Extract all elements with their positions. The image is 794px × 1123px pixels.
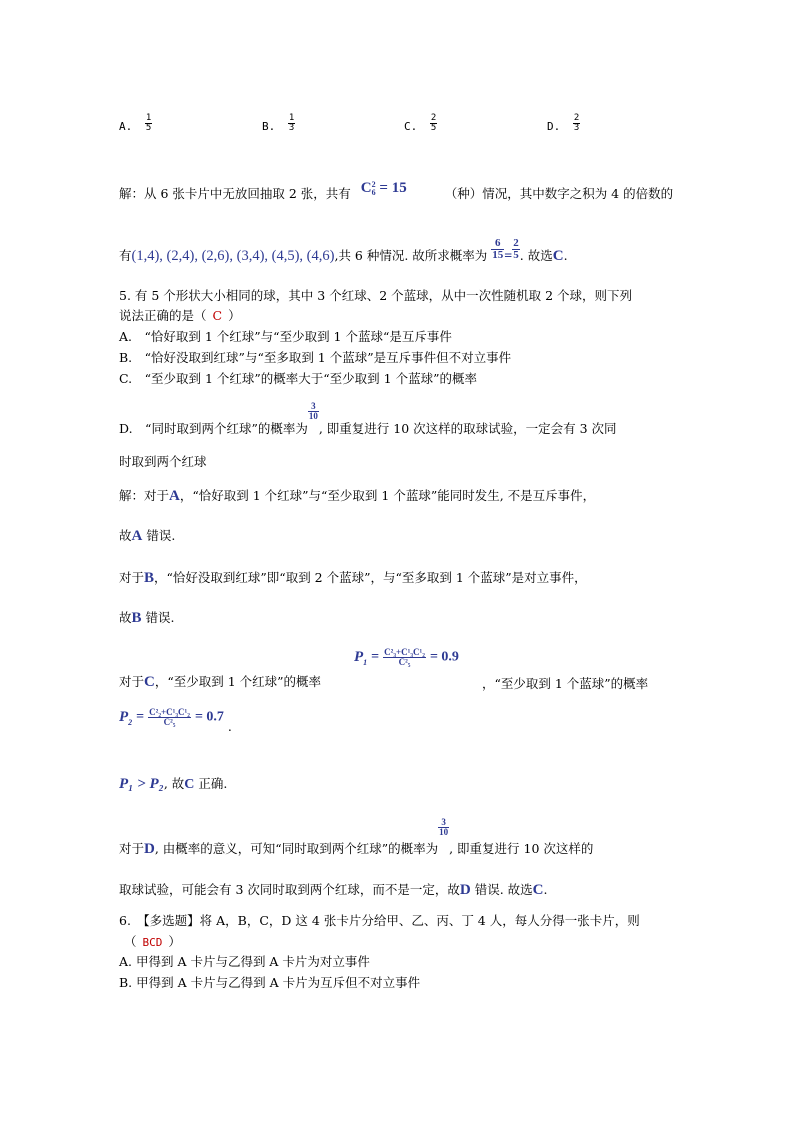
frac-num: C²₃+C¹₃C¹₂ — [384, 647, 425, 657]
solution-text: ，“恰好取到 1 个红球”与“至少取到 1 个蓝球”能同时发生, 不是互斥事件， — [179, 488, 596, 503]
option-c — [404, 114, 437, 133]
option-b — [262, 114, 295, 133]
formula-sup: 2 — [371, 180, 376, 190]
solution-text: , 故 — [163, 776, 185, 791]
option-letter: D — [144, 841, 155, 857]
solution-text: . 故选 — [519, 248, 553, 263]
option-label: B. — [262, 120, 276, 133]
option-text: D. “同时取到两个红球”的概率为 — [119, 421, 308, 436]
formula-eq: = 15 — [379, 180, 407, 196]
fraction — [148, 708, 191, 727]
solution-text: 取球试验，可能会有 3 次同时取到两个红球，而不是一定，故 — [119, 882, 460, 897]
option-label: C. — [404, 120, 418, 133]
probability-p2-formula: $P_2$ = $\frac{\text{C²₂+C¹₃C¹₂}}{\text{C²₅}}$ = 0.7. — [119, 707, 232, 734]
p-sub: 1 — [363, 657, 368, 667]
solution-text: , 即重复进行 10 次这样的 — [449, 841, 594, 856]
solution-text: 有 — [119, 248, 132, 263]
option-label: D. — [547, 120, 561, 133]
fraction: $\frac{2}{3}$ — [573, 113, 580, 133]
solution-text: 错误. — [142, 528, 176, 543]
option-letter: A — [131, 528, 143, 544]
fraction: $\frac{2}{5}$ — [430, 113, 437, 133]
p-sub: 2 — [128, 717, 133, 727]
fraction: $\frac{1}{5}$ — [145, 113, 152, 133]
formula-sub: 6 — [371, 187, 376, 197]
solution-text: 故 — [119, 610, 132, 625]
solution-text: 错误. 故选 — [470, 882, 533, 897]
question-text: （ — [124, 934, 137, 949]
q5-solution-b — [119, 568, 587, 587]
fraction — [438, 818, 449, 837]
solution-text: . — [543, 882, 548, 897]
option-letter: C — [184, 777, 195, 792]
option-label: A. — [119, 120, 133, 133]
frac-num: 6 — [495, 237, 501, 249]
answer-letter: C — [532, 882, 544, 898]
frac-den: C²₅ — [383, 657, 426, 667]
p2-symbol — [119, 709, 132, 725]
option-d — [547, 114, 580, 133]
p1-value: = 0.9 — [429, 649, 459, 665]
fraction — [308, 402, 319, 421]
fraction: $\frac{1}{3}$ — [288, 113, 295, 133]
q5-solution-d-2 — [119, 880, 548, 899]
option-a — [119, 114, 152, 133]
solution-text: , 由概率的意义，可知“同时取到两个红球”的概率为 — [154, 841, 439, 856]
q5-option-d — [119, 402, 617, 437]
q5-solution-b-2 — [119, 608, 174, 627]
solution-text: . — [227, 719, 232, 734]
question-text: 说法正确的是（ — [119, 308, 207, 323]
p-letter: P — [354, 648, 364, 665]
option-letter: C — [144, 674, 155, 690]
solution-text: 对于 — [119, 674, 145, 689]
answer-letter: C — [552, 248, 564, 264]
q5-option-c: C. “至少取到 1 个红球”的概率大于“至少取到 1 个蓝球”的概率 — [119, 371, 477, 386]
solution-text: 解：对于 — [119, 488, 170, 503]
frac-den: 15 — [492, 249, 504, 261]
answer-letter: C — [212, 308, 223, 323]
q6-option-a: A. 甲得到 A 卡片与乙得到 A 卡片为对立事件 — [119, 954, 370, 969]
combination-formula — [361, 180, 407, 196]
solution-text: ，“恰好没取到红球”即“取到 2 个蓝球”，与“至多取到 1 个蓝球”是对立事件， — [154, 570, 587, 585]
solution-text: ,共 6 种情况. 故所求概率为 — [334, 248, 488, 263]
frac-den: 10 — [308, 411, 318, 421]
solution-text: 解：从 6 张卡片中无放回抽取 2 张，共有 — [119, 186, 351, 201]
p2-value: = 0.7 — [194, 709, 224, 725]
q6-stem-line1: 6. 【多选题】将 A，B，C，D 这 4 张卡片分给甲、乙、丙、丁 4 人，每人分得一张卡片，则 — [119, 913, 640, 928]
q5-solution-c-conclusion — [119, 774, 227, 793]
frac-num: 2 — [513, 237, 519, 249]
q5-solution-a-2 — [119, 526, 175, 545]
solution-text: 错误. — [141, 610, 175, 625]
q5-option-a: A. “恰好取到 1 个红球”与“至少取到 1 个蓝球“是互斥事件 — [119, 329, 452, 344]
question-text: 5. 有 5 个形状大小相同的球，其中 3 个红球、2 个蓝球，从中一次性随机取 2 个球，则下列 — [119, 288, 633, 303]
q5-option-b: B. “恰好没取到红球”与“至多取到 1 个蓝球”是互斥事件但不对立事件 — [119, 350, 512, 365]
formula-c: C — [360, 180, 372, 196]
inequality: P₁ > P₂ — [119, 776, 164, 792]
q5-stem-line2 — [119, 306, 241, 324]
solution-text: 对于 — [119, 570, 145, 585]
q5-solution-c — [119, 672, 321, 691]
q4-solution-line1 — [119, 180, 673, 202]
q6-option-b: B. 甲得到 A 卡片与乙得到 A 卡片为互斥但不对立事件 — [119, 975, 421, 990]
formula-indices — [372, 181, 376, 195]
fraction — [383, 648, 426, 667]
q5-stem-line1 — [119, 286, 632, 304]
frac-den: C²₅ — [148, 717, 191, 727]
solution-text: ，“至少取到 1 个红球”的概率 — [154, 674, 322, 689]
option-letter: B — [131, 610, 142, 626]
option-letter: B — [144, 570, 155, 586]
q5-solution-d — [119, 818, 593, 858]
probability-p1-formula: $P_1$ = $\frac{\text{C²₃+C¹₃C¹₂}}{\text{C²₅}}$ = 0.9 — [354, 647, 459, 667]
p1-symbol — [354, 649, 367, 665]
q5-solution-a — [119, 486, 595, 505]
q6-stem-line2 — [124, 932, 181, 950]
question-text: ） — [228, 308, 241, 323]
q4-solution-line2 — [119, 238, 568, 265]
solution-text: （种）情况，其中数字之积为 4 的倍数的 — [444, 186, 674, 201]
solution-text: . — [563, 248, 568, 263]
equals: = — [504, 249, 513, 264]
option-text: , 即重复进行 10 次这样的取球试验，一定会有 3 次同 — [318, 421, 617, 436]
frac-den: 5 — [513, 249, 519, 261]
q5-solution-c-post: ，“至少取到 1 个蓝球”的概率 — [482, 676, 649, 691]
option-letter: A — [169, 488, 180, 504]
frac-num: 3 — [311, 401, 316, 411]
p-letter: P — [119, 708, 129, 725]
fraction — [512, 238, 520, 261]
question-text: ） — [168, 934, 181, 949]
solution-text: 故 — [119, 528, 132, 543]
frac-num: C²₂+C¹₃C¹₂ — [149, 707, 190, 717]
solution-text: 正确. — [194, 776, 228, 791]
frac-num: 3 — [441, 817, 446, 827]
solution-text: 对于 — [119, 841, 145, 856]
fraction — [491, 238, 504, 261]
q5-option-d-line2: 时取到两个红球 — [119, 454, 207, 469]
option-letter: D — [459, 882, 471, 898]
pairs-list: (1,4), (2,4), (2,6), (3,4), (4,5), (4,6) — [131, 248, 335, 264]
frac-den: 10 — [439, 827, 449, 837]
answer-letters: BCD — [142, 936, 163, 949]
